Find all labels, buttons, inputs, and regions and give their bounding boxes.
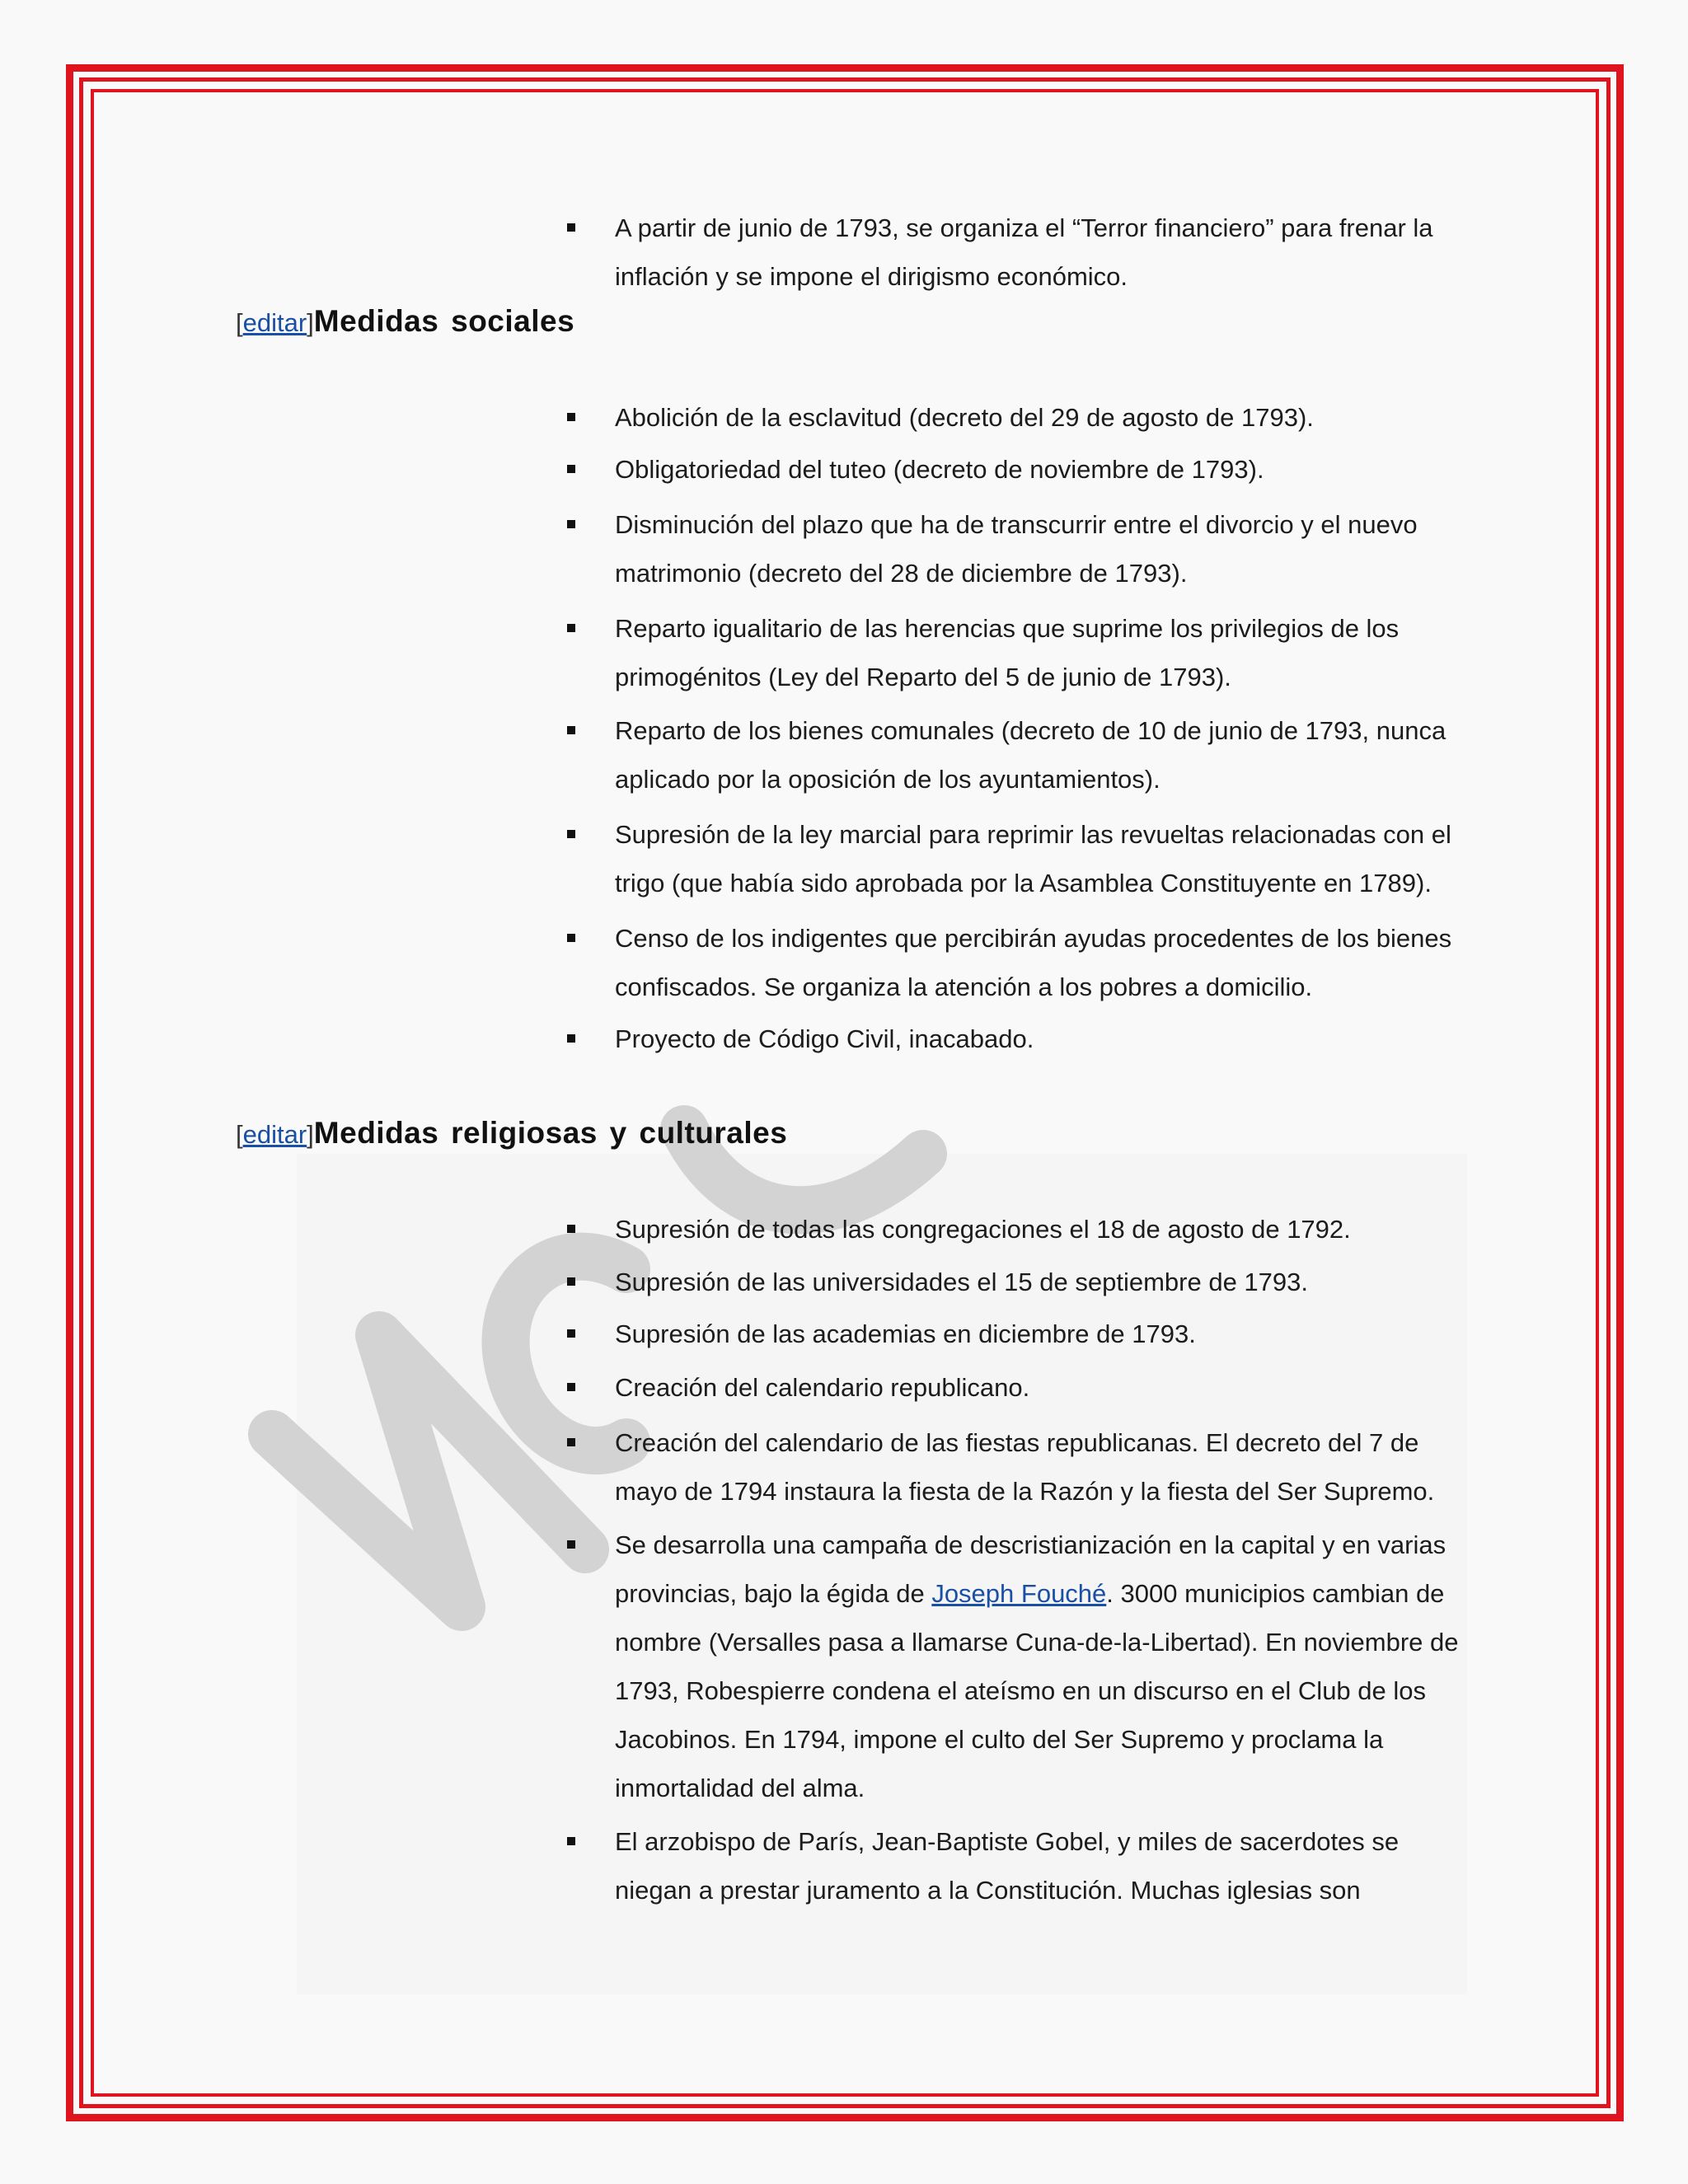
- bullet-icon: [567, 1277, 575, 1286]
- link-joseph-fouche[interactable]: Joseph Fouché: [931, 1579, 1107, 1608]
- intro-list: [0, 204, 1688, 301]
- bullet-icon: [567, 1329, 575, 1338]
- bullet-icon: [567, 465, 575, 473]
- section-heading-social: [editar]Medidas sociales: [236, 304, 575, 338]
- section-heading-religious: [editar]Medidas religiosas y culturales: [236, 1116, 788, 1150]
- bullet-icon: [567, 413, 575, 421]
- bullet-icon: [567, 934, 575, 942]
- list-item: Reparto igualitario de las herencias que suprime los privilegios de los primogénitos (Ley del Reparto del 5 de junio de 1793).: [0, 604, 1480, 701]
- list-item: Proyecto de Código Civil, inacabado.: [0, 1015, 1480, 1063]
- list-item: Supresión de las academias en diciembre de 1793.: [0, 1310, 1480, 1358]
- bullet-icon: [567, 830, 575, 838]
- edit-link-religious[interactable]: editar: [242, 1120, 307, 1149]
- section-title-social: Medidas sociales: [313, 304, 575, 338]
- list-item: Creación del calendario republicano.: [0, 1363, 1480, 1412]
- bullet-icon: [567, 624, 575, 632]
- list-item: Creación del calendario de las fiestas republicanas. El decreto del 7 de mayo de 1794 instaura la fiesta de la Razón y la fiesta del Ser Supremo.: [0, 1418, 1480, 1516]
- bullet-icon: [567, 1383, 575, 1391]
- bullet-icon: [567, 520, 575, 528]
- bullet-icon: [567, 726, 575, 734]
- list-item: Se desarrolla una campaña de descristianización en la capital y en varias provincias, bajo la égida de Joseph Fouché. 3000 municipios cambian de nombre (Versalles pasa a llamarse Cuna-de-la-Libertad). En noviembre de 1793, Robespierre condena el ateísmo en un discurso en el Club de los Jacobinos. En 1794, impone el culto del Ser Supremo y proclama la inmortalidad del alma.: [0, 1521, 1480, 1812]
- list-item: Supresión de todas las congregaciones el 18 de agosto de 1792.: [0, 1205, 1480, 1254]
- list-item: Disminución del plazo que ha de transcurrir entre el divorcio y el nuevo matrimonio (decreto del 28 de diciembre de 1793).: [0, 500, 1480, 598]
- bullet-icon: [567, 223, 575, 232]
- list-item: Supresión de la ley marcial para reprimir las revueltas relacionadas con el trigo (que había sido aprobada por la Asamblea Constituyente en 1789).: [0, 810, 1480, 907]
- list-item: Supresión de las universidades el 15 de septiembre de 1793.: [0, 1258, 1480, 1306]
- list-item: Censo de los indigentes que percibirán ayudas procedentes de los bienes confiscados. Se organiza la atención a los pobres a domicilio.: [0, 914, 1480, 1011]
- list-item: A partir de junio de 1793, se organiza el “Terror financiero” para frenar la inflación y se impone el dirigismo económico.: [0, 204, 1480, 301]
- bullet-icon: [567, 1438, 575, 1446]
- list-item: Reparto de los bienes comunales (decreto de 10 de junio de 1793, nunca aplicado por la oposición de los ayuntamientos).: [0, 706, 1480, 804]
- bullet-icon: [567, 1837, 575, 1845]
- bullet-icon: [567, 1540, 575, 1549]
- list-item: El arzobispo de París, Jean-Baptiste Gobel, y miles de sacerdotes se niegan a prestar juramento a la Constitución. Muchas iglesias son: [0, 1817, 1480, 1915]
- edit-link-social[interactable]: editar: [242, 308, 307, 337]
- section-title-religious: Medidas religiosas y culturales: [313, 1116, 788, 1150]
- list-item: Obligatoriedad del tuteo (decreto de noviembre de 1793).: [0, 445, 1480, 494]
- bullet-icon: [567, 1034, 575, 1043]
- bullet-icon: [567, 1225, 575, 1233]
- social-measures-list: [0, 393, 1688, 1063]
- religious-measures-list: [0, 1205, 1688, 1915]
- list-item: Abolición de la esclavitud (decreto del 29 de agosto de 1793).: [0, 393, 1480, 442]
